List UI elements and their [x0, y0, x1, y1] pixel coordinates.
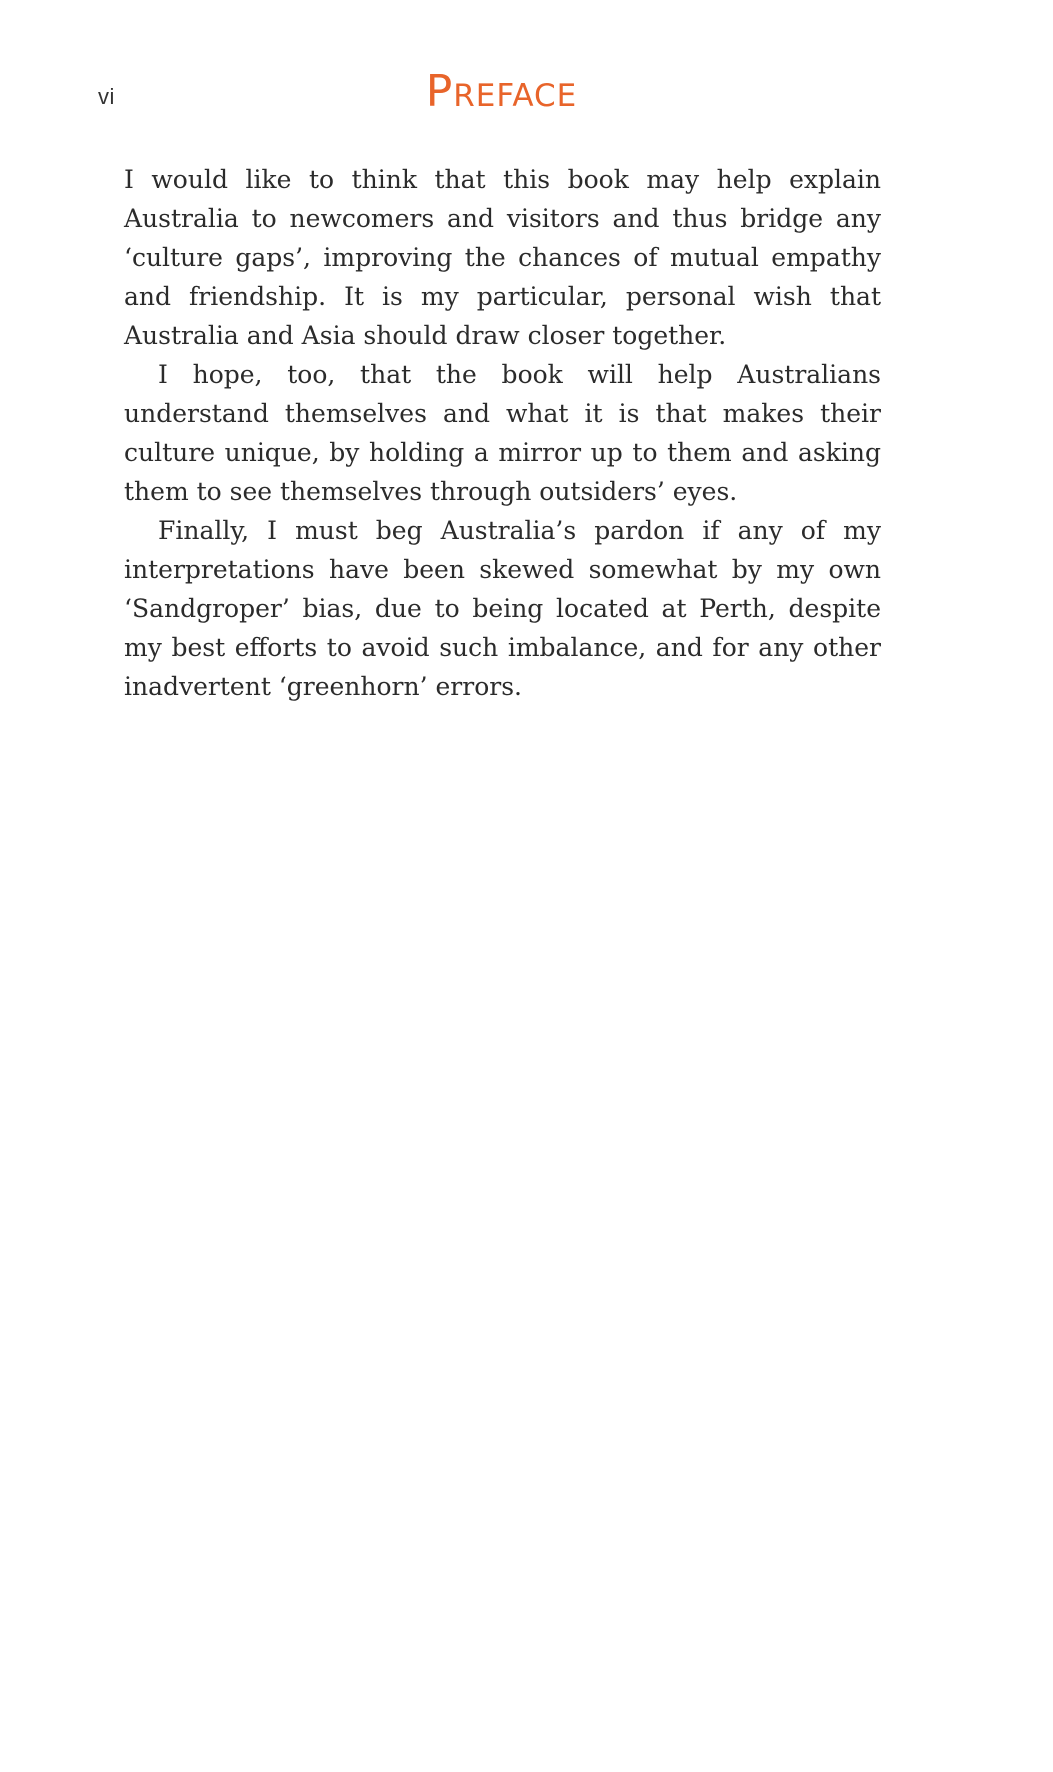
body-text	[124, 160, 881, 706]
paragraph-2: I hope, too, that the book will help Australians understand themselves and what it is that makes their culture unique, by holding a mirror up to them and asking them to see themselves through outsiders’ eyes.	[124, 360, 881, 506]
paragraph-3: Finally, I must beg Australia’s pardon if any of my interpretations have been skewed somewhat by my own ‘Sandgroper’ bias, due to being located at Perth, despite my best efforts to avoid such imbalance, and for any other inadvertent ‘greenhorn’ errors.	[124, 516, 881, 701]
page-number: vi	[98, 84, 115, 109]
running-head-title: Preface	[425, 66, 578, 117]
paragraph-1: I would like to think that this book may help explain Australia to newcomers and visitors and thus bridge any ‘culture gaps’, improving the chances of mutual empathy and friendship. It is my particular, personal wish that Australia and Asia should draw closer together.	[124, 165, 881, 350]
